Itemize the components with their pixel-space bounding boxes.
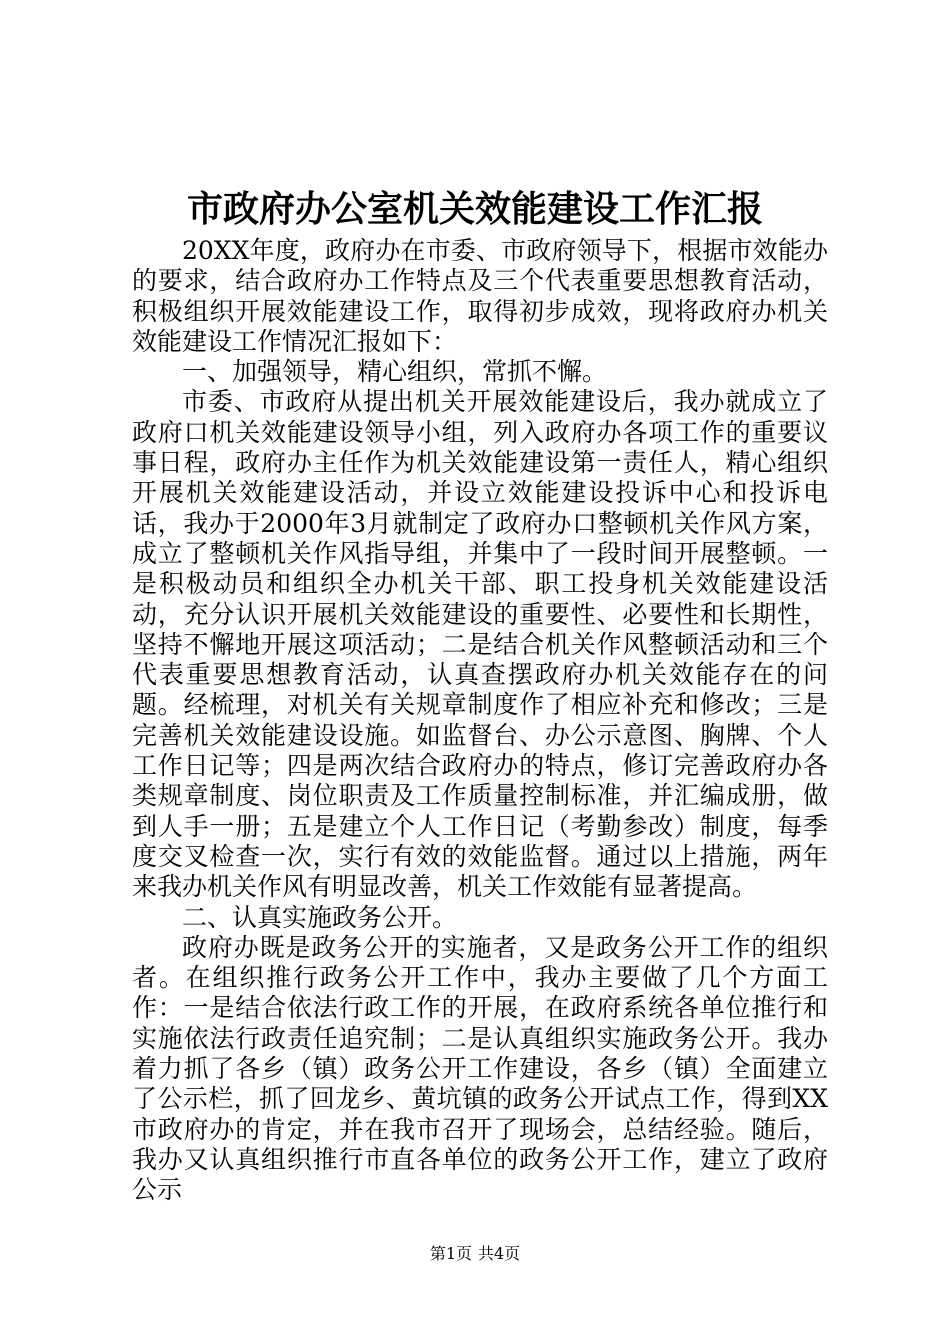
section-2-paragraph: 政府办既是政务公开的实施者，又是政务公开工作的组织者。在组织推行政务公开工作中，我办主要做了几个方面工作：一是结合依法行政工作的开展，在政府系统各单位推行和实施依法行政责任追究制；二是认真组织实施政务公开。我办着力抓了各乡（镇）政务公开工作建设，各乡（镇）全面建立了公示栏，抓了回龙乡、黄坑镇的政务公开试点工作，得到XX市政府办的肯定，并在我市召开了现场会，总结经验。随后，我办又认真组织推行市直各单位的政务公开工作，建立了政府公示: [132, 932, 828, 1205]
document-body: [132, 236, 828, 1206]
page-number: 第1页: [429, 1244, 472, 1263]
intro-paragraph: 20XX年度，政府办在市委、市政府领导下，根据市效能办的要求，结合政府办工作特点及三个代表重要思想教育活动，积极组织开展效能建设工作，取得初步成效，现将政府办机关效能建设工作情况汇报如下：: [132, 236, 828, 356]
section-heading-1: 一、加强领导，精心组织，常抓不懈。: [182, 357, 608, 387]
page-footer: [0, 1244, 950, 1264]
section-1-paragraph: 市委、市政府从提出机关开展效能建设后，我办就成立了政府口机关效能建设领导小组，列入政府办各项工作的重要议事日程，政府办主任作为机关效能建设第一责任人，精心组织开展机关效能建设活动，并设立效能建设投诉中心和投诉电话，我办于2000年3月就制定了政府办口整顿机关作风方案，成立了整顿机关作风指导组，并集中了一段时间开展整顿。一是积极动员和组织全办机关干部、职工投身机关效能建设活动，充分认识开展机关效能建设的重要性、必要性和长期性，坚持不懈地开展这项活动；二是结合机关作风整顿活动和三个代表重要思想教育活动，认真查摆政府办机关效能存在的问题。经梳理，对机关有关规章制度作了相应补充和修改；三是完善机关效能建设设施。如监督台、办公示意图、胸牌、个人工作日记等；四是两次结合政府办的特点，修订完善政府办各类规章制度、岗位职责及工作质量控制标准，并汇编成册，做到人手一册；五是建立个人工作日记（考勤参改）制度，每季度交叉检查一次，实行有效的效能监督。通过以上措施，两年来我办机关作风有明显改善，机关工作效能有显著提高。: [132, 387, 828, 902]
document-title: 市政府办公室机关效能建设工作汇报: [186, 188, 763, 230]
page-total: 共4页: [478, 1244, 521, 1263]
section-heading-2: 二、认真实施政务公开。: [182, 902, 458, 932]
